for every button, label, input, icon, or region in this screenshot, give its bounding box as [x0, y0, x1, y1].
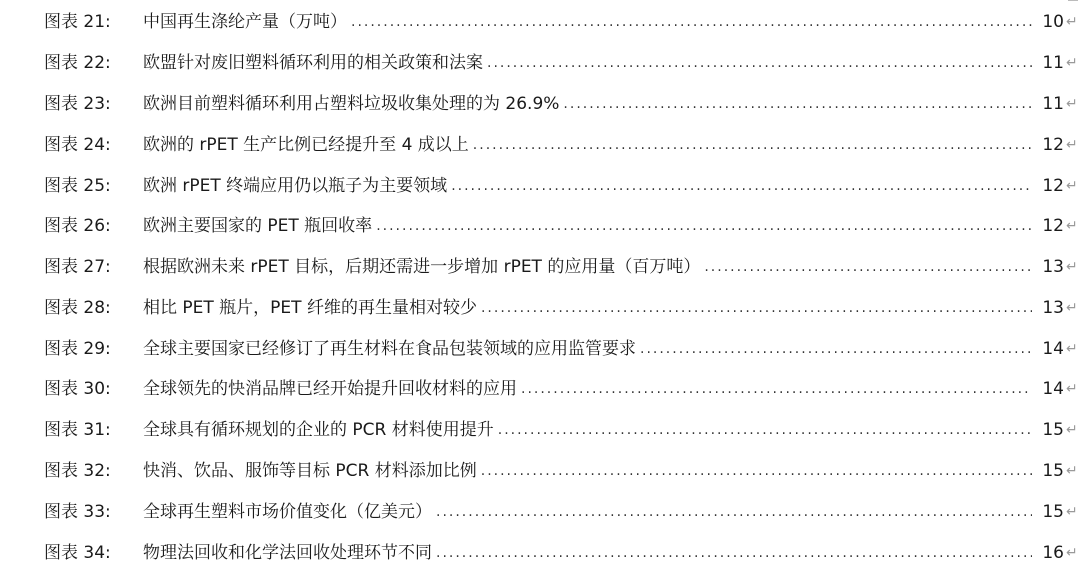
return-mark-icon: ↵ — [1066, 14, 1078, 30]
figure-label: 图表 21: — [44, 12, 111, 32]
dot-leader — [351, 7, 1032, 37]
toc-entry-25[interactable] — [0, 171, 1080, 201]
dot-leader — [481, 456, 1032, 486]
dot-leader — [376, 211, 1032, 241]
figure-title-line — [143, 48, 1032, 78]
figure-label: 图表 24: — [44, 135, 111, 155]
page-number: 10 — [1042, 12, 1064, 32]
figure-title-line — [143, 89, 1032, 119]
figure-title: 全球具有循环规划的企业的 PCR 材料使用提升 — [143, 420, 494, 440]
page-number: 13 — [1042, 298, 1064, 318]
return-mark-icon: ↵ — [1066, 178, 1078, 194]
return-mark-icon: ↵ — [1066, 96, 1078, 112]
return-mark-icon: ↵ — [1066, 259, 1078, 275]
figure-title: 全球再生塑料市场价值变化（亿美元） — [143, 502, 432, 522]
toc-entry-22[interactable] — [0, 48, 1080, 78]
toc-entry-31[interactable] — [0, 415, 1080, 445]
toc-entry-34[interactable] — [0, 538, 1080, 568]
toc-entry-27[interactable] — [0, 252, 1080, 282]
dot-leader — [473, 130, 1032, 160]
dot-leader — [640, 334, 1032, 364]
dot-leader — [704, 252, 1032, 282]
dot-leader — [481, 293, 1032, 323]
return-mark-icon: ↵ — [1066, 545, 1078, 561]
page-number: 11 — [1042, 94, 1064, 114]
page-number: 15 — [1042, 461, 1064, 481]
toc-entry-32[interactable] — [0, 456, 1080, 486]
figure-label: 图表 25: — [44, 176, 111, 196]
figure-label: 图表 32: — [44, 461, 111, 481]
figure-title-line — [143, 334, 1032, 364]
figure-label: 图表 29: — [44, 339, 111, 359]
return-mark-icon: ↵ — [1066, 341, 1078, 357]
toc-entry-29[interactable] — [0, 334, 1080, 364]
figure-title-line — [143, 456, 1032, 486]
figure-title: 相比 PET 瓶片，PET 纤维的再生量相对较少 — [143, 298, 477, 318]
toc-entry-21[interactable] — [0, 7, 1080, 37]
return-mark-icon: ↵ — [1066, 55, 1078, 71]
figure-label: 图表 27: — [44, 257, 111, 277]
figure-title-line — [143, 130, 1032, 160]
dot-leader — [521, 374, 1032, 404]
figure-title: 全球领先的快消品牌已经开始提升回收材料的应用 — [143, 379, 517, 399]
figure-title-line — [143, 415, 1032, 445]
dot-leader — [436, 497, 1032, 527]
page-number: 13 — [1042, 257, 1064, 277]
figure-title: 快消、饮品、服饰等目标 PCR 材料添加比例 — [143, 461, 477, 481]
figure-title-line — [143, 252, 1032, 282]
page-number: 15 — [1042, 420, 1064, 440]
figure-title-line — [143, 171, 1032, 201]
return-mark-icon: ↵ — [1066, 463, 1078, 479]
toc-entry-28[interactable] — [0, 293, 1080, 323]
toc-entry-24[interactable] — [0, 130, 1080, 160]
page-number: 16 — [1042, 543, 1064, 563]
figure-title-line — [143, 7, 1032, 37]
page-number: 14 — [1042, 339, 1064, 359]
page-number: 12 — [1042, 216, 1064, 236]
dot-leader — [563, 89, 1032, 119]
toc-entry-26[interactable] — [0, 211, 1080, 241]
dot-leader — [436, 538, 1032, 568]
figure-label: 图表 30: — [44, 379, 111, 399]
toc-entry-23[interactable] — [0, 89, 1080, 119]
figure-label: 图表 33: — [44, 502, 111, 522]
return-mark-icon: ↵ — [1066, 218, 1078, 234]
figure-title: 欧洲主要国家的 PET 瓶回收率 — [143, 216, 373, 236]
figure-title-line — [143, 293, 1032, 323]
page-number: 11 — [1042, 53, 1064, 73]
figure-title-line — [143, 374, 1032, 404]
dot-leader — [498, 415, 1032, 445]
figure-title-line — [143, 497, 1032, 527]
return-mark-icon: ↵ — [1066, 137, 1078, 153]
figure-title-line — [143, 211, 1032, 241]
page-corner-mark — [1068, 0, 1078, 1]
figure-label: 图表 28: — [44, 298, 111, 318]
page-number: 15 — [1042, 502, 1064, 522]
figure-label: 图表 22: — [44, 53, 111, 73]
page-number: 12 — [1042, 135, 1064, 155]
figure-title: 欧盟针对废旧塑料循环利用的相关政策和法案 — [143, 53, 483, 73]
return-mark-icon: ↵ — [1066, 504, 1078, 520]
figure-label: 图表 34: — [44, 543, 111, 563]
toc-entry-33[interactable] — [0, 497, 1080, 527]
figure-title: 中国再生涤纶产量（万吨） — [143, 12, 347, 32]
figure-label: 图表 23: — [44, 94, 111, 114]
toc-entry-30[interactable] — [0, 374, 1080, 404]
figure-title: 全球主要国家已经修订了再生材料在食品包装领域的应用监管要求 — [143, 339, 636, 359]
return-mark-icon: ↵ — [1066, 422, 1078, 438]
dot-leader — [451, 171, 1032, 201]
figure-title: 欧洲目前塑料循环利用占塑料垃圾收集处理的为 26.9% — [143, 94, 560, 114]
page-number: 14 — [1042, 379, 1064, 399]
figure-label: 图表 31: — [44, 420, 111, 440]
figure-label: 图表 26: — [44, 216, 111, 236]
dot-leader — [487, 48, 1032, 78]
figure-title: 欧洲的 rPET 生产比例已经提升至 4 成以上 — [143, 135, 469, 155]
figure-title-line — [143, 538, 1032, 568]
figure-title: 物理法回收和化学法回收处理环节不同 — [143, 543, 432, 563]
figure-title: 根据欧洲未来 rPET 目标，后期还需进一步增加 rPET 的应用量（百万吨） — [143, 257, 701, 277]
return-mark-icon: ↵ — [1066, 300, 1078, 316]
figure-title: 欧洲 rPET 终端应用仍以瓶子为主要领域 — [143, 176, 448, 196]
return-mark-icon: ↵ — [1066, 381, 1078, 397]
page-number: 12 — [1042, 176, 1064, 196]
